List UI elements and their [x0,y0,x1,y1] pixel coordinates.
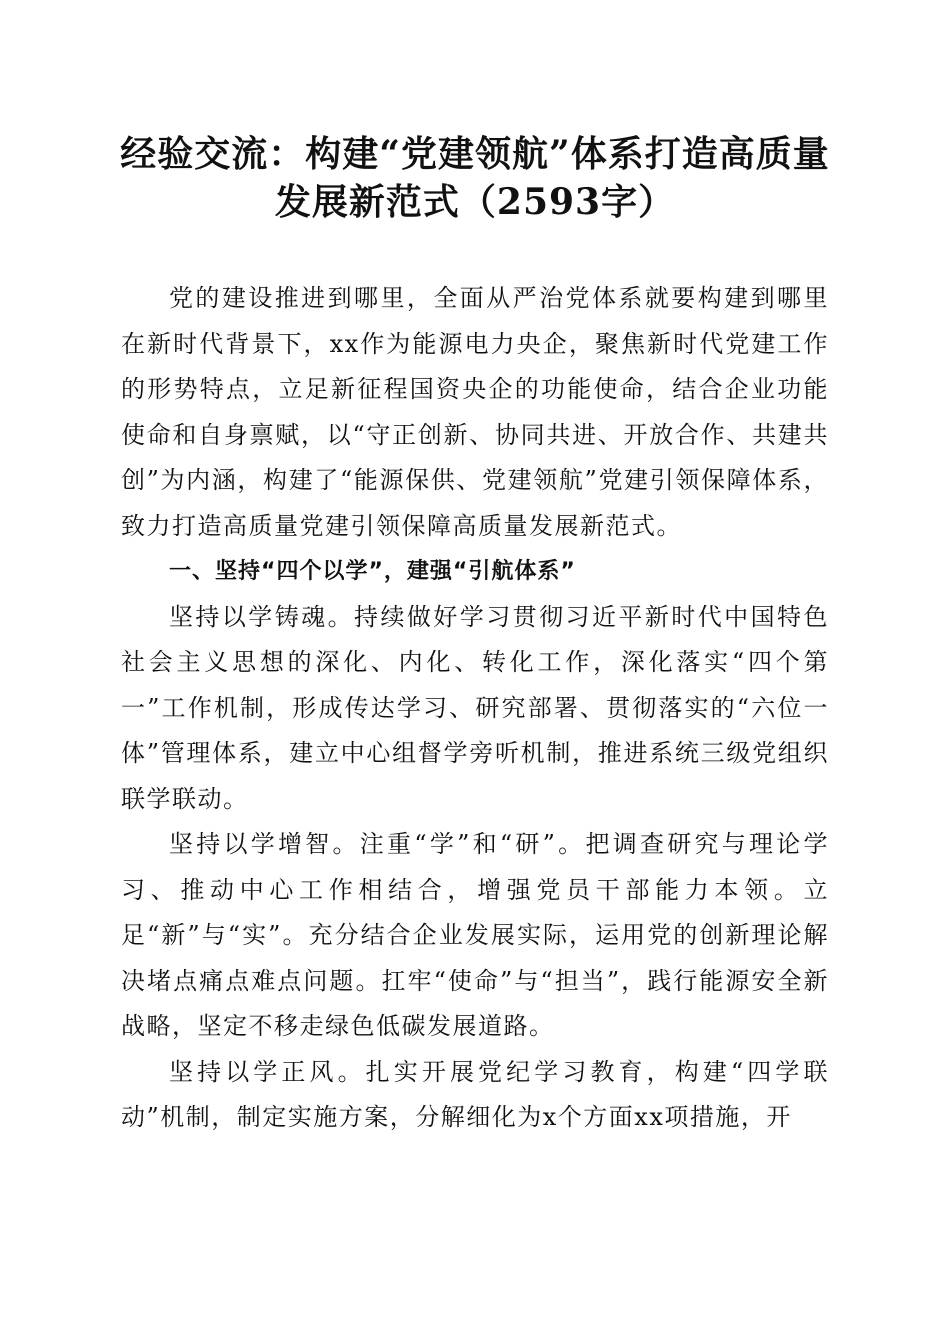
section-heading-1: 一、坚持“四个以学”，建强“引航体系” [169,559,576,584]
title-line-2: 发展新范式（2593字） [274,181,676,223]
document-title [100,130,850,226]
paragraph-study-soul: 坚持以学铸魂。持续做好学习贯彻习近平新时代中国特色社会主义思想的深化、内化、转化工作，深化落实“四个第一”工作机制，形成传达学习、研究部署、贯彻落实的“六位一体”管理体系，建立中心组督学旁听机制，推进系统三级党组织联学联动。 [121,602,829,813]
paragraph-study-style: 坚持以学正风。扎实开展党纪学习教育，构建“四学联动”机制，制定实施方案，分解细化为x个方面xx项措施，开 [121,1057,829,1131]
title-line-1: 经验交流：构建“党建领航”体系打造高质量 [120,133,830,175]
intro-paragraph: 党的建设推进到哪里，全面从严治党体系就要构建到哪里在新时代背景下，xx作为能源电力央企，聚焦新时代党建工作的形势特点，立足新征程国资央企的功能使命，结合企业功能使命和自身禀赋，以“守正创新、协同共进、开放合作、共建共创”为内涵，构建了“能源保供、党建领航”党建引领保障体系，致力打造高质量党建引领保障高质量发展新范式。 [121,284,829,540]
document-body [121,276,829,1141]
paragraph-study-wisdom: 坚持以学增智。注重“学”和“研”。把调查研究与理论学习、推动中心工作相结合，增强党员干部能力本领。立足“新”与“实”。充分结合企业发展实际，运用党的创新理论解决堵点痛点难点问题。扛牢“使命”与“担当”，践行能源安全新战略，坚定不移走绿色低碳发展道路。 [121,830,829,1040]
